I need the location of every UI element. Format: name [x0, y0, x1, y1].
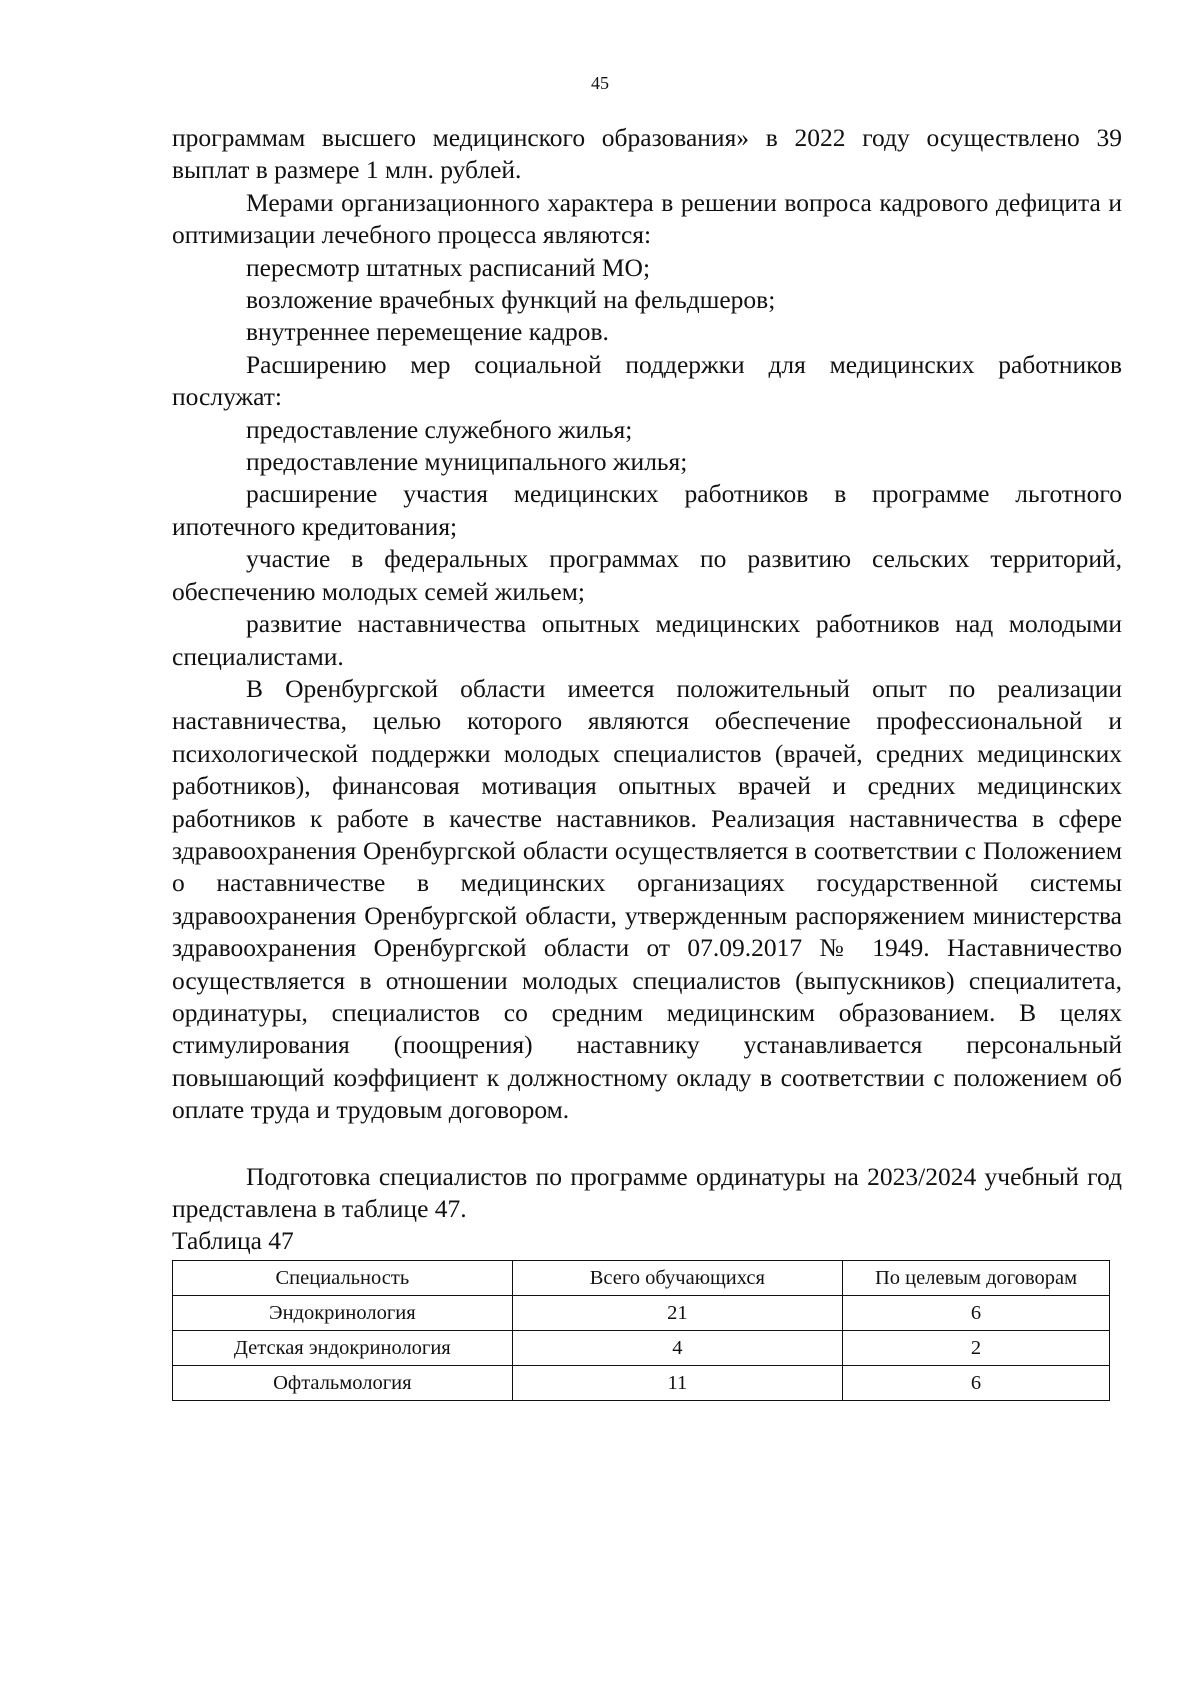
- cell-targeted: 6: [843, 1365, 1110, 1400]
- list-item: возложение врачебных функций на фельдшеров;: [246, 285, 776, 315]
- table-row: [173, 1330, 1110, 1365]
- cell-targeted: 6: [843, 1295, 1110, 1330]
- cell-specialty: Детская эндокринология: [173, 1330, 513, 1365]
- cell-specialty: Эндокринология: [173, 1295, 513, 1330]
- document-body: [172, 122, 1122, 1401]
- list-item: участие в федеральных программах по развитию сельских территорий, обеспечению молодых семей жильем;: [172, 544, 1122, 606]
- page-number: 45: [591, 73, 609, 93]
- cell-targeted: 2: [843, 1330, 1110, 1365]
- list-item: предоставление служебного жилья;: [246, 414, 633, 444]
- cell-total: 4: [512, 1330, 842, 1365]
- cell-specialty: Офтальмология: [173, 1365, 513, 1400]
- table-caption: Таблица 47: [172, 1226, 294, 1256]
- residency-table: [172, 1260, 1110, 1401]
- cell-total: 11: [512, 1365, 842, 1400]
- table-row: [173, 1295, 1110, 1330]
- table-row: [173, 1365, 1110, 1400]
- table-header-row: [173, 1260, 1110, 1295]
- list-item: пересмотр штатных расписаний МО;: [246, 252, 651, 282]
- paragraph-mentoring: В Оренбургской области имеется положительный опыт по реализации наставничества, целью которого являются обеспечение профессиональной и психологической поддержки молодых специалистов (врачей, средних медицинских работников), финансовая мотивация опытных врачей и средних медицинских работников к работе в качестве наставников. Реализация наставничества в сфере здравоохранения Оренбургской области осуществляется в соответствии с Положением о наставничестве в медицинских организациях государственной системы здравоохранения Оренбургской области, утвержденным распоряжением министерства здравоохранения Оренбургской области от 07.09.2017 № 1949. Наставничество осуществляется в отношении молодых специалистов (выпускников) специалитета, ординатуры, специалистов со средним медицинским образованием. В целях стимулирования (поощрения) наставнику устанавливается персональный повышающий коэффициент к должностному окладу в соответствии с положением об оплате труда и трудовым договором.: [172, 673, 1122, 1125]
- column-header-total-students: Всего обучающихся: [512, 1260, 842, 1295]
- list-item: внутреннее перемещение кадров.: [246, 317, 609, 347]
- paragraph-table-intro: Подготовка специалистов по программе ординатуры на 2023/2024 учебный год представлена в таблице 47.: [172, 1161, 1122, 1223]
- list-item: развитие наставничества опытных медицинских работников над молодыми специалистами.: [172, 609, 1122, 671]
- list-item: предоставление муниципального жилья;: [246, 447, 688, 477]
- list-item: расширение участия медицинских работников в программе льготного ипотечного кредитования;: [172, 479, 1122, 541]
- cell-total: 21: [512, 1295, 842, 1330]
- paragraph-organizational-measures: Мерами организационного характера в решении вопроса кадрового дефицита и оптимизации лечебного процесса являются:: [172, 187, 1122, 250]
- paragraph-social-support: Расширению мер социальной поддержки для медицинских работников послужат:: [172, 349, 1122, 412]
- column-header-targeted-contracts: По целевым договорам: [843, 1260, 1110, 1295]
- column-header-specialty: Специальность: [173, 1260, 513, 1295]
- paragraph-continuation: программам высшего медицинского образования» в 2022 году осуществлено 39 выплат в размере 1 млн. рублей.: [172, 123, 1122, 185]
